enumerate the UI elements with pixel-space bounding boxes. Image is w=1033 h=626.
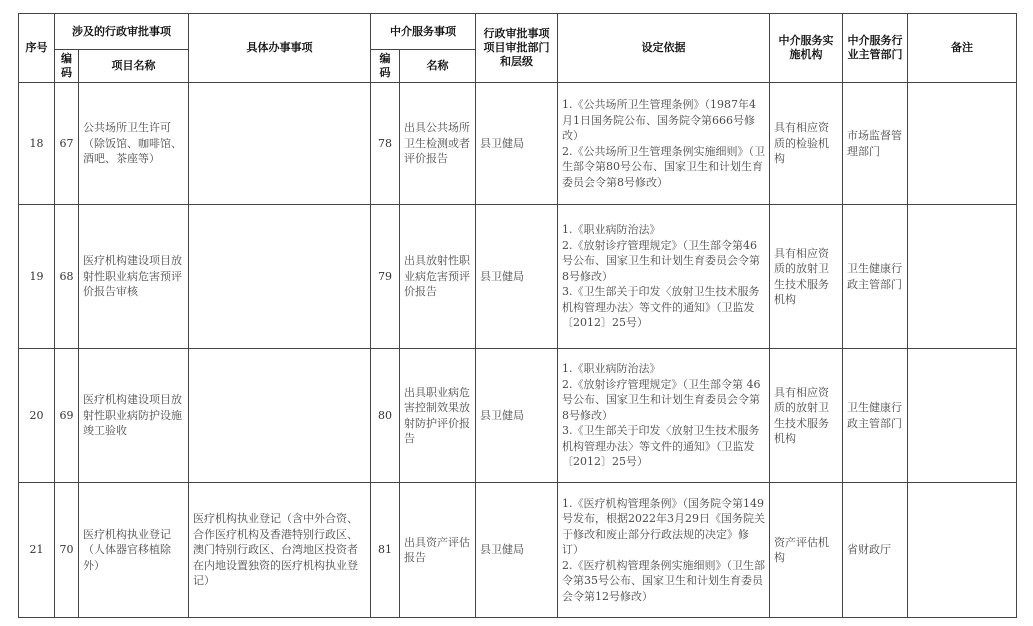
cell-code: 70: [55, 483, 79, 618]
header-agency: 中介服务实施机构: [770, 14, 843, 83]
cell-agency: 具有相应资质的检验机构: [770, 83, 843, 205]
header-service-code: 编码: [371, 50, 400, 83]
cell-agency: 具有相应资质的放射卫生技术服务机构: [770, 205, 843, 349]
cell-specific: [189, 349, 371, 483]
cell-service-code: 79: [371, 205, 400, 349]
basis-item: 2.《放射诊疗管理规定》（卫生部令第46号公布、国家卫生和计划生育委员会令第8号修改）: [562, 238, 760, 283]
cell-supervisor: 市场监督管理部门: [843, 83, 908, 205]
header-specific: 具体办事事项: [189, 14, 371, 83]
header-service-name: 名称: [400, 50, 476, 83]
cell-dept: 县卫健局: [476, 349, 558, 483]
cell-dept: 县卫健局: [476, 483, 558, 618]
table-row: [19, 349, 1017, 483]
cell-seq: 21: [19, 483, 55, 618]
cell-service-code: 80: [371, 349, 400, 483]
basis-item: 1.《公共场所卫生管理条例》（1987年4月1日国务院公布、国务院令第666号修改）: [562, 98, 756, 142]
basis-item: 1.《职业病防治法》: [562, 362, 661, 376]
basis-item: 2.《放射诊疗管理规定》（卫生部令第 46 号公布、国家卫生和计划生育委员会令第8号修改）: [562, 377, 761, 422]
cell-seq: 20: [19, 349, 55, 483]
cell-supervisor: 卫生健康行政主管部门: [843, 349, 908, 483]
cell-service-name: 出具公共场所卫生检测或者评价报告: [400, 83, 476, 205]
header-basis: 设定依据: [558, 14, 770, 83]
cell-name: 医疗机构建设项目放射性职业病防护设施竣工验收: [79, 349, 189, 483]
cell-basis: [558, 83, 770, 205]
cell-service-name: 出具放射性职业病危害预评价报告: [400, 205, 476, 349]
cell-remark: [908, 349, 1017, 483]
cell-supervisor: 省财政厅: [843, 483, 908, 618]
header-service-group: 中介服务事项: [371, 14, 476, 50]
cell-code: 67: [55, 83, 79, 205]
header-supervisor: 中介服务行业主管部门: [843, 14, 908, 83]
header-approval-name: 项目名称: [79, 50, 189, 83]
basis-item: 3.《卫生部关于印发〈放射卫生技术服务机构管理办法〉等文件的通知》（卫监发〔2012〕25号）: [562, 424, 760, 469]
basis-item: 2.《公共场所卫生管理条例实施细则》（卫生部令第80号公布、国家卫生和计划生育委员会令第8号修改）: [562, 144, 765, 189]
cell-remark: [908, 483, 1017, 618]
cell-specific: [189, 205, 371, 349]
table-row: [19, 205, 1017, 349]
cell-basis: [558, 483, 770, 618]
cell-remark: [908, 205, 1017, 349]
cell-seq: 19: [19, 205, 55, 349]
cell-seq: 18: [19, 83, 55, 205]
basis-item: 3.《卫生部关于印发〈放射卫生技术服务机构管理办法〉等文件的通知》（卫监发〔2012〕25号）: [562, 285, 760, 330]
header-approval-code: 编码: [55, 50, 79, 83]
cell-dept: 县卫健局: [476, 205, 558, 349]
cell-remark: [908, 83, 1017, 205]
table-row: [19, 83, 1017, 205]
intermediary-services-table: [18, 13, 1017, 618]
header-remark: 备注: [908, 14, 1017, 83]
cell-dept: 县卫健局: [476, 83, 558, 205]
cell-specific: 医疗机构执业登记（含中外合资、合作医疗机构及香港特别行政区、澳门特别行政区、台湾地区投资者在内地设置独资的医疗机构执业登记）: [189, 483, 371, 618]
cell-service-name: 出具资产评估报告: [400, 483, 476, 618]
basis-item: 1.《医疗机构管理条例》（国务院令第149号发布，根据2022年3月29日《国务院关于修改和废止部分行政法规的决定》修订）: [562, 496, 765, 557]
basis-item: 1.《职业病防治法》: [562, 223, 661, 237]
cell-service-code: 81: [371, 483, 400, 618]
cell-basis: [558, 349, 770, 483]
table-row: [19, 483, 1017, 618]
header-dept-level: 行政审批事项项目审批部门和层级: [476, 14, 558, 83]
cell-service-code: 78: [371, 83, 400, 205]
cell-specific: [189, 83, 371, 205]
cell-supervisor: 卫生健康行政主管部门: [843, 205, 908, 349]
cell-basis: [558, 205, 770, 349]
cell-name: 医疗机构执业登记（人体器官移植除外）: [79, 483, 189, 618]
cell-name: 公共场所卫生许可（除饭馆、咖啡馆、酒吧、茶座等）: [79, 83, 189, 205]
cell-code: 69: [55, 349, 79, 483]
basis-item: 2.《医疗机构管理条例实施细则》（卫生部令第35号公布、国家卫生和计划生育委员会令第12号修改）: [562, 558, 765, 603]
cell-service-name: 出具职业病危害控制效果放射防护评价报告: [400, 349, 476, 483]
cell-agency: 具有相应资质的放射卫生技术服务机构: [770, 349, 843, 483]
cell-name: 医疗机构建设项目放射性职业病危害预评价报告审核: [79, 205, 189, 349]
cell-code: 68: [55, 205, 79, 349]
header-approval-group: 涉及的行政审批事项: [55, 14, 189, 50]
cell-agency: 资产评估机构: [770, 483, 843, 618]
header-seq: 序号: [19, 14, 55, 83]
